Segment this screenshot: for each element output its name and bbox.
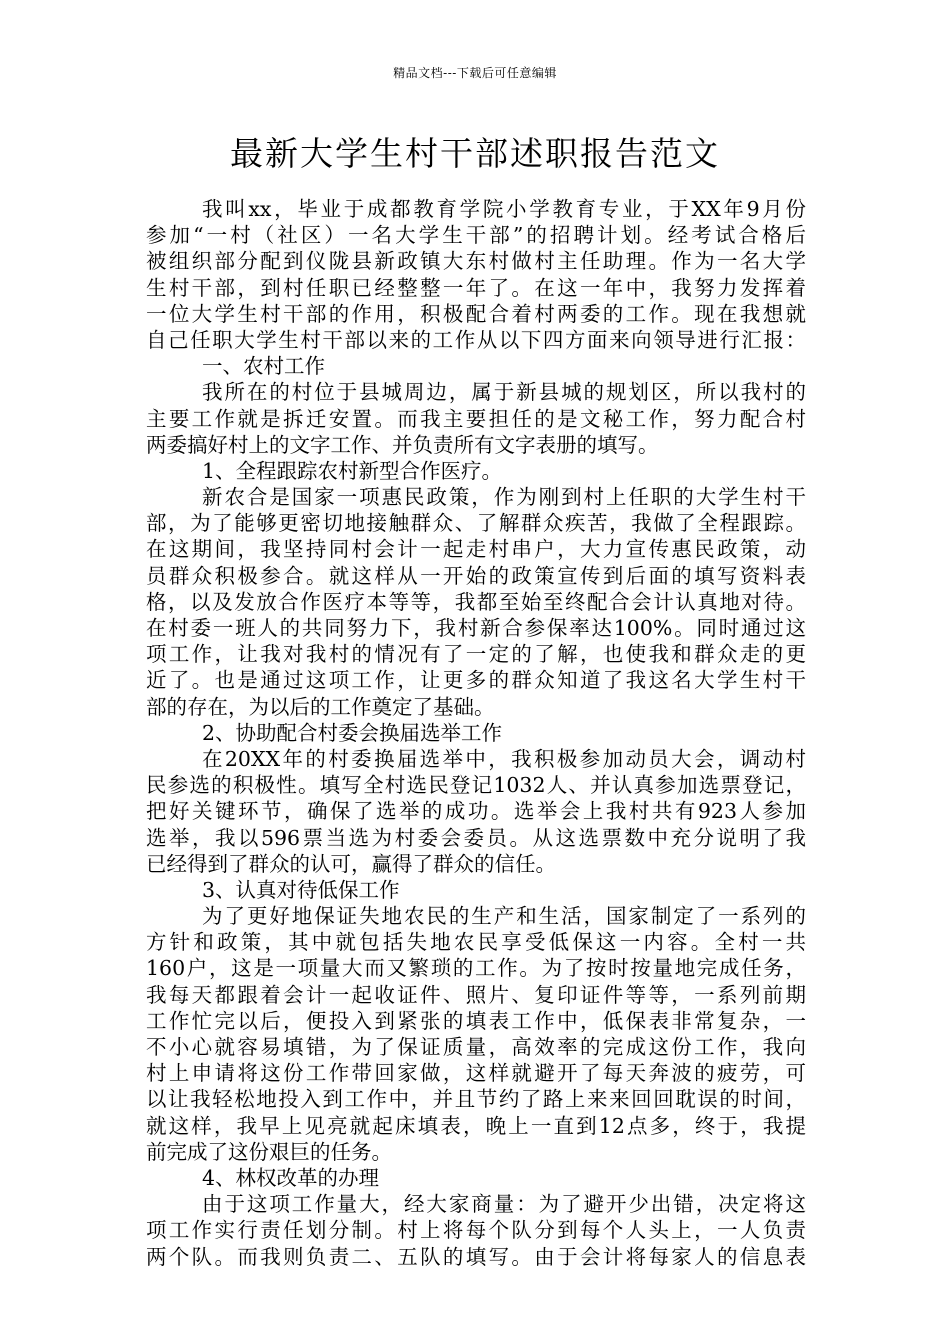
text-line: 生村干部，到村任职已经整整一年了。在这一年中，我努力发挥着 — [146, 275, 806, 300]
text-line: 我所在的村位于县城周边，属于新县城的规划区，所以我村的 — [202, 380, 806, 405]
text-line: 我每天都跟着会计一起收证件、照片、复印证件等等，一系列前期 — [146, 982, 806, 1007]
text-line: 我叫xx，毕业于成都教育学院小学教育专业，于XX年9月份 — [202, 197, 806, 221]
text-line: 员群众积极参合。就这样从一开始的政策宣传到后面的填写资料表 — [146, 563, 806, 588]
text-line: 民参选的积极性。填写全村选民登记1032人、并认真参加选票登记， — [146, 773, 806, 798]
text-line: 被组织部分配到仪陇县新政镇大东村做村主任助理。作为一名大学 — [146, 249, 806, 274]
text-line: 1、全程跟踪农村新型合作医疗。 — [202, 458, 503, 483]
text-line: 为了更好地保证失地农民的生产和生活，国家制定了一系列的 — [202, 904, 806, 929]
text-line: 一位大学生村干部的作用，积极配合着村两委的工作。现在我想就 — [146, 301, 806, 326]
text-line: 由于这项工作量大，经大家商量：为了避开少出错，决定将这 — [202, 1192, 806, 1217]
text-line: 以让我轻松地投入到工作中，并且节约了路上来来回回耽误的时间， — [146, 1087, 806, 1112]
text-line: 部，为了能够更密切地接触群众、了解群众疾苦，我做了全程跟踪。 — [146, 511, 806, 536]
text-line: 已经得到了群众的认可，赢得了群众的信任。 — [146, 851, 556, 876]
text-line: 自己任职大学生村干部以来的工作从以下四方面来向领导进行汇报： — [146, 327, 806, 352]
text-line: 就这样，我早上见亮就起床填表，晚上一直到12点多，终于，我提 — [146, 1113, 806, 1138]
text-line: 选举，我以596票当选为村委会委员。从这选票数中充分说明了我 — [146, 825, 806, 850]
text-line: 2、协助配合村委会换届选举工作 — [202, 720, 503, 745]
text-line: 部的存在，为以后的工作奠定了基础。 — [146, 694, 495, 719]
text-line: 把好关键环节，确保了选举的成功。选举会上我村共有923人参加 — [146, 799, 806, 824]
text-line: 项工作，让我对我村的情况有了一定的了解，也使我和群众走的更 — [146, 642, 806, 667]
text-line: 4、林权改革的办理 — [202, 1165, 380, 1190]
text-line: 在20XX年的村委换届选举中，我积极参加动员大会，调动村 — [202, 746, 806, 771]
text-line: 一、农村工作 — [202, 354, 325, 379]
text-line: 方针和政策，其中就包括失地农民享受低保这一内容。全村一共 — [146, 930, 806, 955]
text-line: 在村委一班人的共同努力下，我村新合参保率达100%。同时通过这 — [146, 616, 806, 640]
text-line: 160户，这是一项量大而又繁琐的工作。为了按时按量地完成任务， — [146, 956, 806, 981]
document-title: 最新大学生村干部述职报告范文 — [230, 134, 720, 173]
text-line: 项工作实行责任划分制。村上将每个队分到每个人头上，一人负责 — [146, 1218, 806, 1243]
text-line: 不小心就容易填错，为了保证质量，高效率的完成这份工作，我向 — [146, 1035, 806, 1059]
text-line: 前完成了这份艰巨的任务。 — [146, 1139, 392, 1164]
text-line: 在这期间，我坚持同村会计一起走村串户，大力宣传惠民政策，动 — [146, 537, 806, 562]
text-line: 近了。也是通过这项工作，让更多的群众知道了我这名大学生村干 — [146, 668, 806, 693]
text-line: 新农合是国家一项惠民政策，作为刚到村上任职的大学生村干 — [202, 485, 806, 510]
text-line: 两委搞好村上的文字工作、并负责所有文字表册的填写。 — [146, 432, 659, 457]
header-note: 精品文档---下载后可任意编辑 — [393, 66, 557, 80]
text-line: 两个队。而我则负责二、五队的填写。由于会计将每家人的信息表 — [146, 1244, 806, 1269]
text-line: 格，以及发放合作医疗本等等，我都至始至终配合会计认真地对待。 — [146, 589, 806, 614]
text-line: 参加“一村（社区）一名大学生干部”的招聘计划。经考试合格后 — [146, 223, 806, 248]
text-line: 3、认真对待低保工作 — [202, 877, 400, 902]
text-line: 主要工作就是拆迁安置。而我主要担任的是文秘工作，努力配合村 — [146, 406, 806, 431]
document-body — [146, 196, 806, 1270]
text-line: 村上申请将这份工作带回家做，这样就避开了每天奔波的疲劳，可 — [146, 1061, 806, 1086]
text-line: 工作忙完以后，便投入到紧张的填表工作中，低保表非常复杂，一 — [146, 1008, 806, 1033]
